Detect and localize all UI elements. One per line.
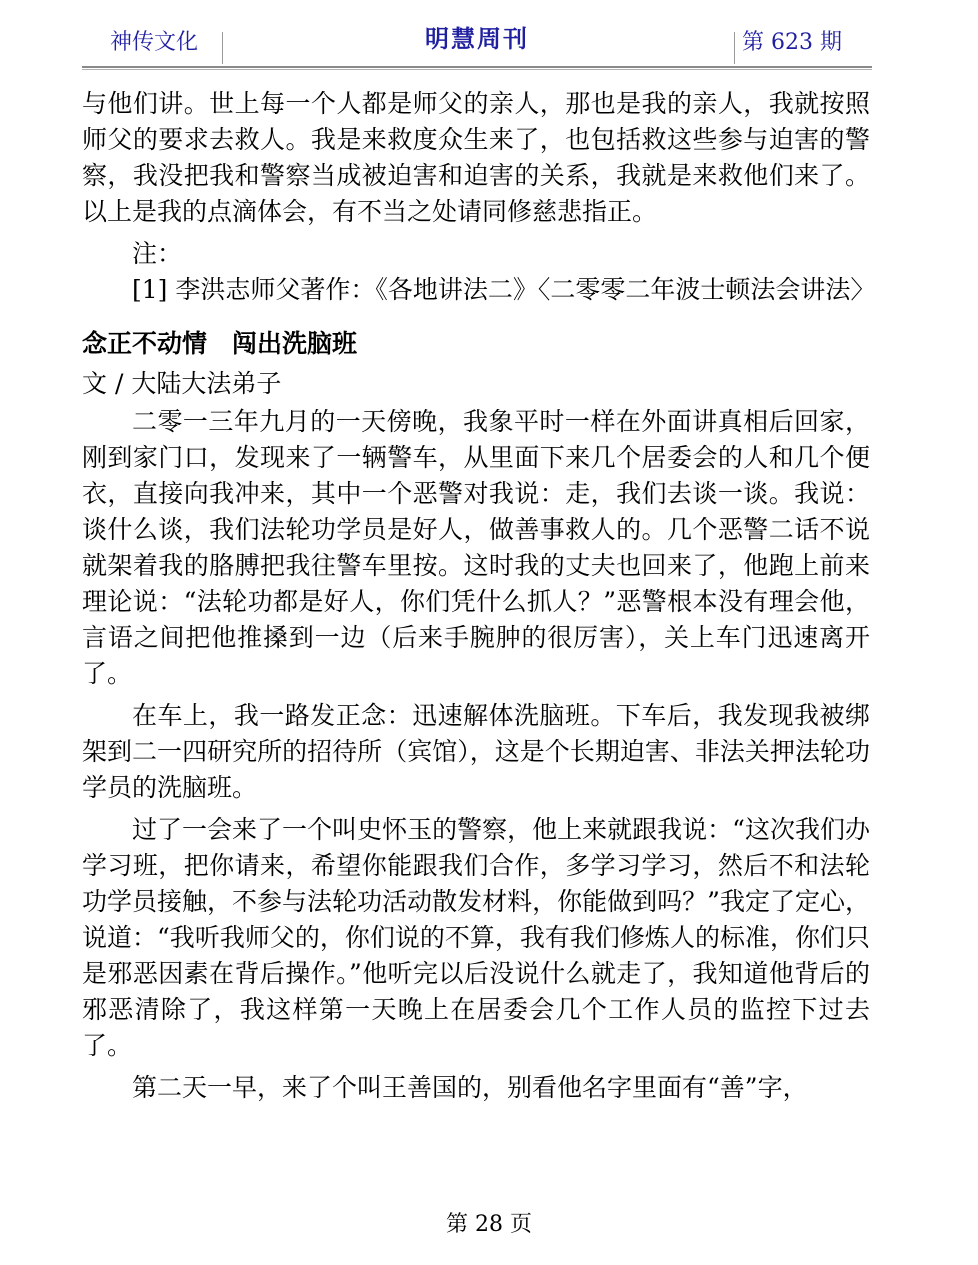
footnote: [1] 李洪志师父著作：《各地讲法二》〈二零零二年波士顿法会讲法〉	[132, 275, 876, 304]
page-header	[82, 22, 872, 68]
header-section-name: 神传文化	[110, 30, 199, 55]
article-title: 念正不动情 闯出洗脑班	[82, 329, 358, 358]
note-label: 注：	[132, 239, 183, 268]
header-rule	[82, 66, 872, 68]
page-number: 第 28 页	[446, 1212, 532, 1237]
paragraph: 二零一三年九月的一天傍晚，我象平时一样在外面讲真相后回家，刚到家门口，发现来了一辆警车，从里面下来几个居委会的人和几个便衣，直接向我冲来，其中一个恶警对我说：走，我们去谈一谈。我说：谈什么谈，我们法轮功学员是好人，做善事救人的。几个恶警二话不说就架着我的胳膊把我往警车里按。这时我的丈夫也回来了，他跑上前来理论说：“法轮功都是好人，你们凭什么抓人？”恶警根本没有理会他，言语之间把他推搡到一边（后来手腕肿的很厉害），关上车门迅速离开了。	[82, 407, 870, 688]
header-publication-title: 明慧周刊	[425, 24, 529, 53]
article-body	[82, 86, 876, 1106]
paragraph: 过了一会来了一个叫史怀玉的警察，他上来就跟我说：“这次我们办学习班，把你请来，希望你能跟我们合作，多学习学习，然后不和法轮功学员接触，不参与法轮功活动散发材料，你能做到吗？”我定了定心，说道：“我听我师父的，你们说的不算，我有我们修炼人的标准，你们只是邪恶因素在背后操作。”他听完以后没说什么就走了，我知道他背后的邪恶清除了，我这样第一天晚上在居委会几个工作人员的监控下过去了。	[82, 815, 870, 1060]
header-divider	[734, 32, 735, 64]
paragraph: 在车上，我一路发正念：迅速解体洗脑班。下车后，我发现我被绑架到二一四研究所的招待所（宾馆），这是个长期迫害、非法关押法轮功学员的洗脑班。	[82, 701, 870, 802]
paragraph: 第二天一早，来了个叫王善国的，别看他名字里面有“善”字，	[132, 1073, 808, 1102]
header-issue-number: 第 623 期	[742, 30, 842, 55]
header-rule-thin	[82, 69, 872, 70]
article-byline: 文 / 大陆大法弟子	[82, 369, 282, 398]
paragraph-continued: 与他们讲。世上每一个人都是师父的亲人，那也是我的亲人，我就按照师父的要求去救人。我是来救度众生来了，也包括救这些参与迫害的警察，我没把我和警察当成被迫害和迫害的关系，我就是来救他们来了。以上是我的点滴体会，有不当之处请同修慈悲指正。	[82, 89, 870, 226]
